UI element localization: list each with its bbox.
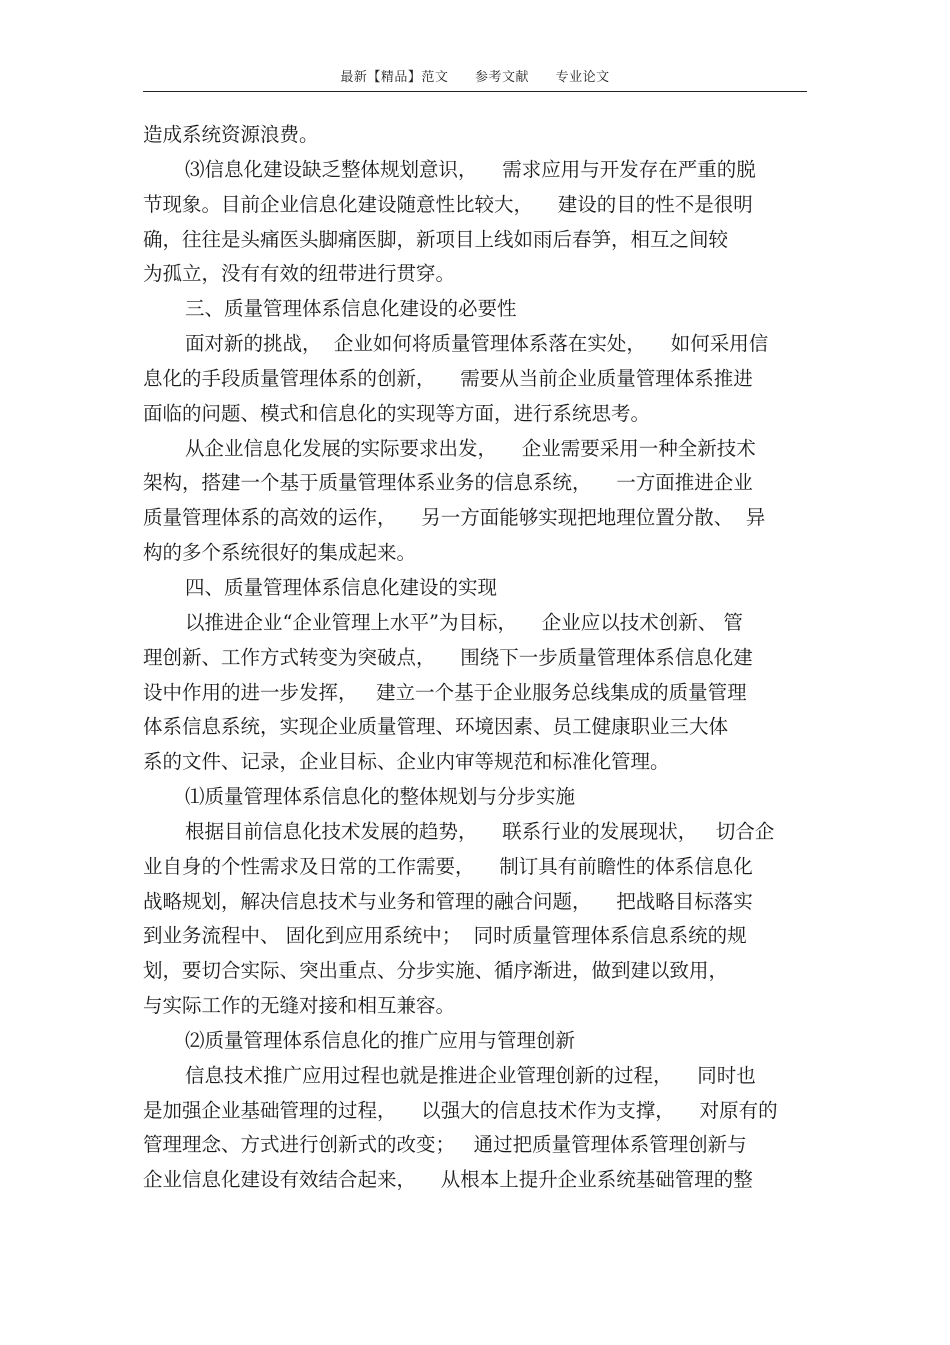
header-divider — [143, 91, 807, 92]
text-line: 以推进企业“企业管理上水平”为目标， 企业应以技术创新、 管 — [185, 610, 743, 634]
text-line: 企业信息化建设有效结合起来， 从根本上提升企业系统基础管理的整 — [143, 1168, 753, 1192]
text-line: 根据目前信息化技术发展的趋势， 联系行业的发展现状， 切合企 — [185, 819, 775, 843]
text-line: 与实际工作的无缝对接和相互兼容。 — [143, 994, 456, 1018]
text-line: ⑴质量管理体系信息化的整体规划与分步实施 — [185, 785, 576, 809]
text-line: 三、质量管理体系信息化建设的必要性 — [185, 297, 517, 321]
text-line: 质量管理体系的高效的运作， 另一方面能够实现把地理位置分散、 异 — [143, 506, 766, 530]
text-line: 理创新、工作方式转变为突破点， 围绕下一步质量管理体系信息化建 — [143, 645, 753, 669]
document-body — [143, 118, 807, 1198]
text-line: 造成系统资源浪费。 — [143, 123, 319, 146]
text-line: 到业务流程中、 固化到应用系统中； 同时质量管理体系信息系统的规 — [143, 924, 747, 948]
text-line: 面临的问题、模式和信息化的实现等方面，进行系统思考。 — [143, 401, 651, 425]
page-header — [143, 66, 807, 85]
header-item-references: 参考文献 — [474, 70, 529, 85]
header-item-papers: 专业论文 — [555, 70, 610, 85]
text-line: 四、质量管理体系信息化建设的实现 — [185, 575, 498, 599]
text-line: 是加强企业基础管理的过程， 以强大的信息技术作为支撑， 对原有的 — [143, 1098, 778, 1122]
text-line: 体系信息系统，实现企业质量管理、环境因素、员工健康职业三大体 — [143, 715, 729, 739]
text-line: ⑶信息化建设缺乏整体规划意识， 需求应用与开发存在严重的脱 — [185, 157, 756, 181]
text-line: ⑵质量管理体系信息化的推广应用与管理创新 — [185, 1028, 576, 1052]
text-line: 信息技术推广应用过程也就是推进企业管理创新的过程， 同时也 — [185, 1063, 756, 1087]
text-line: 系的文件、记录，企业目标、企业内审等规范和标准化管理。 — [143, 750, 670, 774]
text-line: 业自身的个性需求及日常的工作需要， 制订具有前瞻性的体系信息化 — [143, 854, 753, 878]
text-line: 管理理念、方式进行创新式的改变； 通过把质量管理体系管理创新与 — [143, 1133, 747, 1157]
text-line: 架构，搭建一个基于质量管理体系业务的信息系统， 一方面推进企业 — [143, 471, 753, 495]
text-line: 划，要切合实际、突出重点、分步实施、循序渐进，做到建以致用， — [143, 959, 729, 983]
text-line: 确，往往是头痛医头脚痛医脚，新项目上线如雨后春笋，相互之间较 — [143, 227, 729, 251]
text-line: 构的多个系统很好的集成起来。 — [143, 541, 417, 565]
text-line: 为孤立，没有有效的纽带进行贯穿。 — [143, 262, 456, 286]
text-line: 从企业信息化发展的实际要求出发， 企业需要采用一种全新技术 — [185, 436, 756, 460]
text-line: 设中作用的进一步发挥， 建立一个基于企业服务总线集成的质量管理 — [143, 680, 747, 704]
header-item-featured: 最新【精品】范文 — [340, 70, 449, 85]
text-line: 息化的手段质量管理体系的创新， 需要从当前企业质量管理体系推进 — [143, 366, 753, 390]
text-line: 战略规划，解决信息技术与业务和管理的融合问题， 把战略目标落实 — [143, 889, 753, 913]
text-line: 节现象。目前企业信息化建设随意性比较大， 建设的目的性不是很明 — [143, 192, 753, 216]
text-line: 面对新的挑战， 企业如何将质量管理体系落在实处， 如何采用信 — [185, 332, 769, 356]
